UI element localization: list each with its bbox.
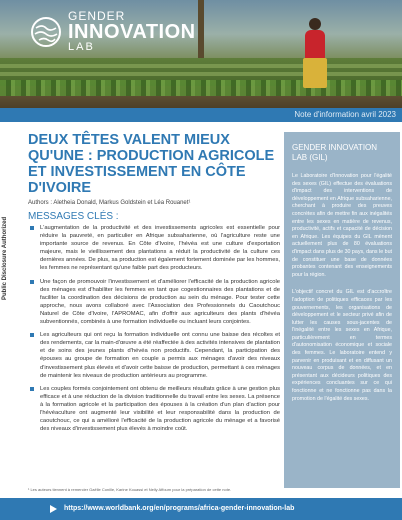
list-item: Les agriculteurs qui ont reçu la formation individuelle ont connu une baisse des récoltes et des rendements, car la main-d'œuvre a été réaffectée à des activités intensives de plantation et de soins des jeunes plants d'hévéa non productifs. Cependant, la participation des épouses au groupe de formation en couple a permis aux ménages d'avoir des niveaux d'investissement plus élevés et d'avoir cette baisse de production, permettant à ces ménages de maintenir les niveaux de production antérieurs au programme. — [28, 331, 280, 380]
brand-line1: GENDER — [68, 9, 126, 23]
aside-paragraph: Le Laboratoire d'Innovation pour l'égalité des sexes (GIL) effectue des évaluations d'impact des interventions de développement en Afrique subsaharienne, cherchant à produire des preuves concrètes afin de mettre fin aux inégalités entre les sexes en matière de revenus, productivité, actifs et capacité de décision en Afrique. Les équipes du GIL mènent actuellement plus de 80 évaluations d'impact dans plus de 30 pays, dans le but de constituer une base de données probantes contenant des enseignements pour la région. — [292, 173, 392, 278]
footnote: ¹ Les auteurs tiennent à remercier Gaëlle Conille, Karine Kouassi et Nelly Affoum pour la préparation de cette note. — [28, 487, 232, 492]
brand-line2: INNOVATION — [68, 21, 196, 43]
globe-icon — [30, 16, 62, 48]
footer-bar — [0, 498, 402, 520]
header-photo — [0, 0, 402, 122]
gil-info-box — [284, 132, 400, 488]
arrow-right-icon — [50, 505, 57, 513]
page-title: DEUX TÊTES VALENT MIEUX QU'UNE : PRODUCTION AGRICOLE ET INVESTISSEMENT EN CÔTE D'IVOIRE — [28, 132, 275, 196]
list-item: Une façon de promouvoir l'investissement et d'améliorer l'efficacité de la production agricole des ménages est d'habiliter les femmes en tant que cogestionnaires des plantations et de faciliter la coordination des décisions de production au sein du ménage. Pour tester cette approche, nous avons collaboré avec l'Association des Professionnels du Caoutchouc Naturel de Côte d'Ivoire, l'APROMAC, afin d'offrir aux agriculteurs des plants d'hévéa subventionnés, combinés à une formation individuelle ou incluant leurs conjointes. — [28, 278, 280, 327]
key-messages-list — [28, 224, 280, 433]
list-item: Les couples formés conjointement ont obtenu de meilleurs résultats grâce à une gestion plus efficace et à une réduction de la division traditionnelle du travail entre les sexes. La présence à la formation agricole et la participation des épouses à la création d'un plan d'action pour l'hévéaculture ont augmenté leur visibilité et leur responsabilité dans la production de caoutchouc, ce qui a amélioré l'efficacité de la production agricole du ménage et a favorisé des niveaux d'investissement plus élevés à moindre coût. — [28, 385, 280, 434]
brand-line3: LAB — [68, 41, 95, 53]
farmer-figure — [300, 18, 330, 88]
publication-date: Note d'information avril 2023 — [294, 110, 396, 119]
footer-link[interactable]: https://www.worldbank.org/en/programs/africa-gender-innovation-lab — [64, 505, 295, 512]
disclosure-label: Public Disclosure Authorized — [2, 216, 8, 300]
authors: Authors : Aletheia Donald, Markus Goldstein et Léa Rouanet¹ — [28, 200, 191, 206]
gender-innovation-lab-logo — [30, 10, 196, 53]
main-column — [28, 132, 280, 438]
aside-paragraph: L'objectif concret du GIL est d'accroître l'adoption de politiques efficaces par les gouvernements, les organisations de développement et le secteur privé afin de lutter les causes sous-jacentes de l'inégalité entre les sexes en Afrique, particulièrement en termes d'autonomisation économique et sociale des femmes. Le laboratoire entend y parvenir en produisant et en diffusant un nouveau corpus de données, et en présentant aux décideurs politiques des expériences concluantes sur ce qui fonctionne et ne fonctionne pas dans la promotion de l'égalité des sexes. — [292, 289, 392, 402]
list-item: L'augmentation de la productivité et des investissements agricoles est essentielle pour réduire la pauvreté, en particulier en Afrique subsaharienne, où l'agriculture reste une importante source de revenus. En Côte d'Ivoire, l'hévéa est une culture d'exportation majeure, mais le vieillissement des plantations a réduit la productivité de la culture ces dernières années. De plus, sa production est également fortement dominée par les hommes, les femmes ne représentant qu'une faible part des producteurs. — [28, 224, 280, 273]
aside-heading: GENDER INNOVATION LAB (GIL) — [292, 143, 378, 162]
crop-rows — [0, 80, 402, 96]
key-messages-heading: MESSAGES CLÉS : — [28, 211, 119, 222]
